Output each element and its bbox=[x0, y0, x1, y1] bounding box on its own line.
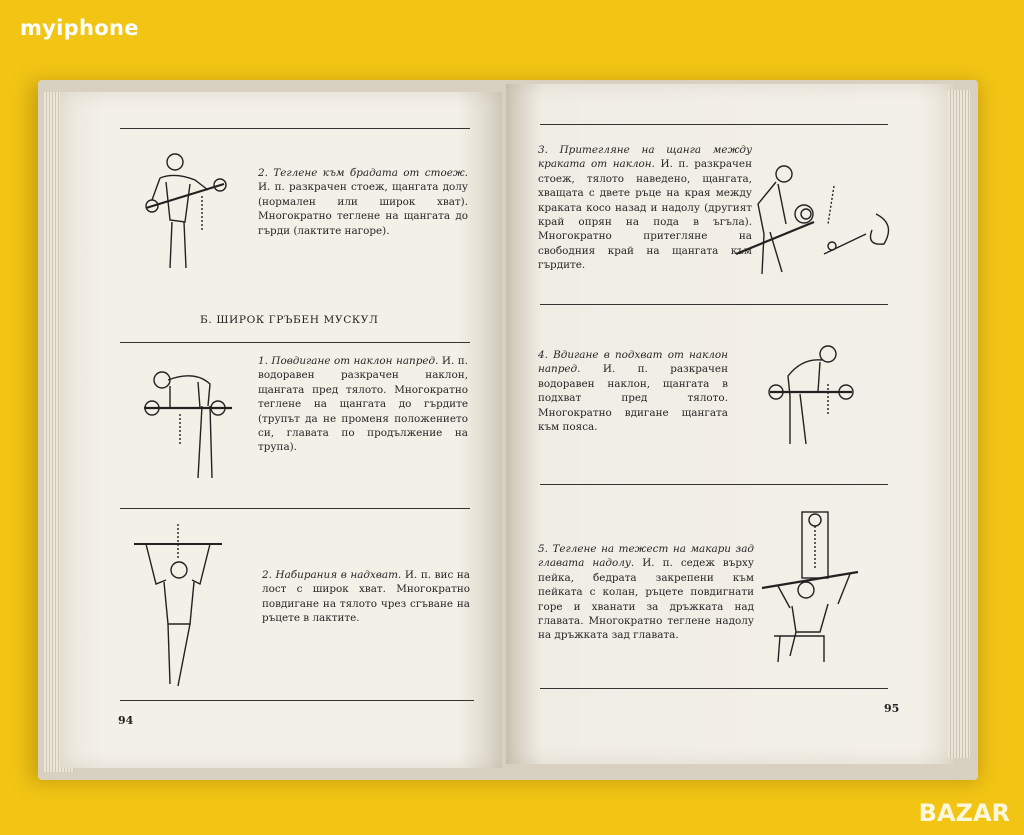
figure-bent-over-row bbox=[140, 366, 240, 490]
figure-upright-row bbox=[140, 150, 240, 274]
exercise-pull-ups bbox=[262, 568, 470, 626]
exercise-bent-over-row bbox=[258, 354, 468, 455]
exercise-title: 1. Повдигане от наклон напред. bbox=[258, 355, 439, 367]
exercise-body: И. п. водоравен разкрачен наклон, щангата пред тялото. Многократно теглене на щангата до гърдите (трупът да не променя положението си, главата по продължение на трупа). bbox=[258, 355, 468, 454]
figure-pull-ups bbox=[132, 524, 228, 698]
section-heading: Б. ШИРОК ГРЪБЕН МУСКУЛ bbox=[200, 314, 379, 326]
exercise-title: 2. Теглене към брадата от стоеж. bbox=[258, 167, 468, 179]
exercise-title: 5. Теглене на тежест на макари зад главата надолу. bbox=[538, 543, 754, 570]
left-rule-3 bbox=[120, 508, 470, 509]
exercise-body: И. п. седеж върху пейка, бедрата закрепени към пейката с колан, ръцете повдигнати горе и хванати за дръжката над главата. Многократно теглене надолу на дръжката зад главата. bbox=[538, 557, 754, 642]
exercise-title: 2. Набирания в надхват. bbox=[262, 569, 402, 581]
exercise-lat-pulldown bbox=[538, 542, 754, 643]
exercise-title: 4. Вдигане в подхват от наклон напред. bbox=[538, 349, 728, 376]
page-edges-right bbox=[948, 90, 970, 758]
right-rule-4 bbox=[540, 688, 888, 689]
watermark-text: myiphone bbox=[20, 16, 139, 40]
page-number-left: 94 bbox=[118, 714, 134, 727]
right-rule-2 bbox=[540, 304, 888, 305]
exercise-title: 3. Притегляне на щанга между краката от наклон. bbox=[538, 144, 752, 171]
bazar-logo: BAZAR bbox=[918, 799, 1010, 827]
page-number-right: 95 bbox=[884, 702, 900, 715]
exercise-body: И. п. разкрачен водоравен наклон, щангата в подхват пред тялото. Многократно вдигане щангата към пояса. bbox=[538, 363, 729, 434]
right-rule-1 bbox=[540, 124, 888, 125]
exercise-underhand-row bbox=[538, 348, 728, 434]
left-rule-2 bbox=[120, 342, 470, 343]
exercise-t-bar-row bbox=[538, 143, 752, 273]
left-rule-1 bbox=[120, 128, 470, 129]
right-rule-3 bbox=[540, 484, 888, 485]
exercise-body: И. п. разкрачен стоеж, щангата долу (нормален или широк хват). Многократно теглене на щангата до гърди (лактите нагоре). bbox=[258, 181, 468, 237]
exercise-body: И. п. разкрачен стоеж, тялото наведено, щангата, хващата с двете ръце на края между краката косо назад и надолу (другият край опрян на пода в ъгъла). Многократно притегляне на свободния край на щангата към гърдите. bbox=[538, 158, 752, 272]
exercise-body: И. п. вис на лост с широк хват. Многократно повдигане на тялото чрез сгъване на ръцете в лактите. bbox=[262, 569, 470, 625]
exercise-upright-row bbox=[258, 166, 468, 238]
figure-underhand-row bbox=[766, 344, 866, 458]
figure-t-bar-row bbox=[736, 164, 902, 288]
left-rule-4 bbox=[120, 700, 474, 701]
figure-lat-pulldown bbox=[762, 506, 872, 670]
